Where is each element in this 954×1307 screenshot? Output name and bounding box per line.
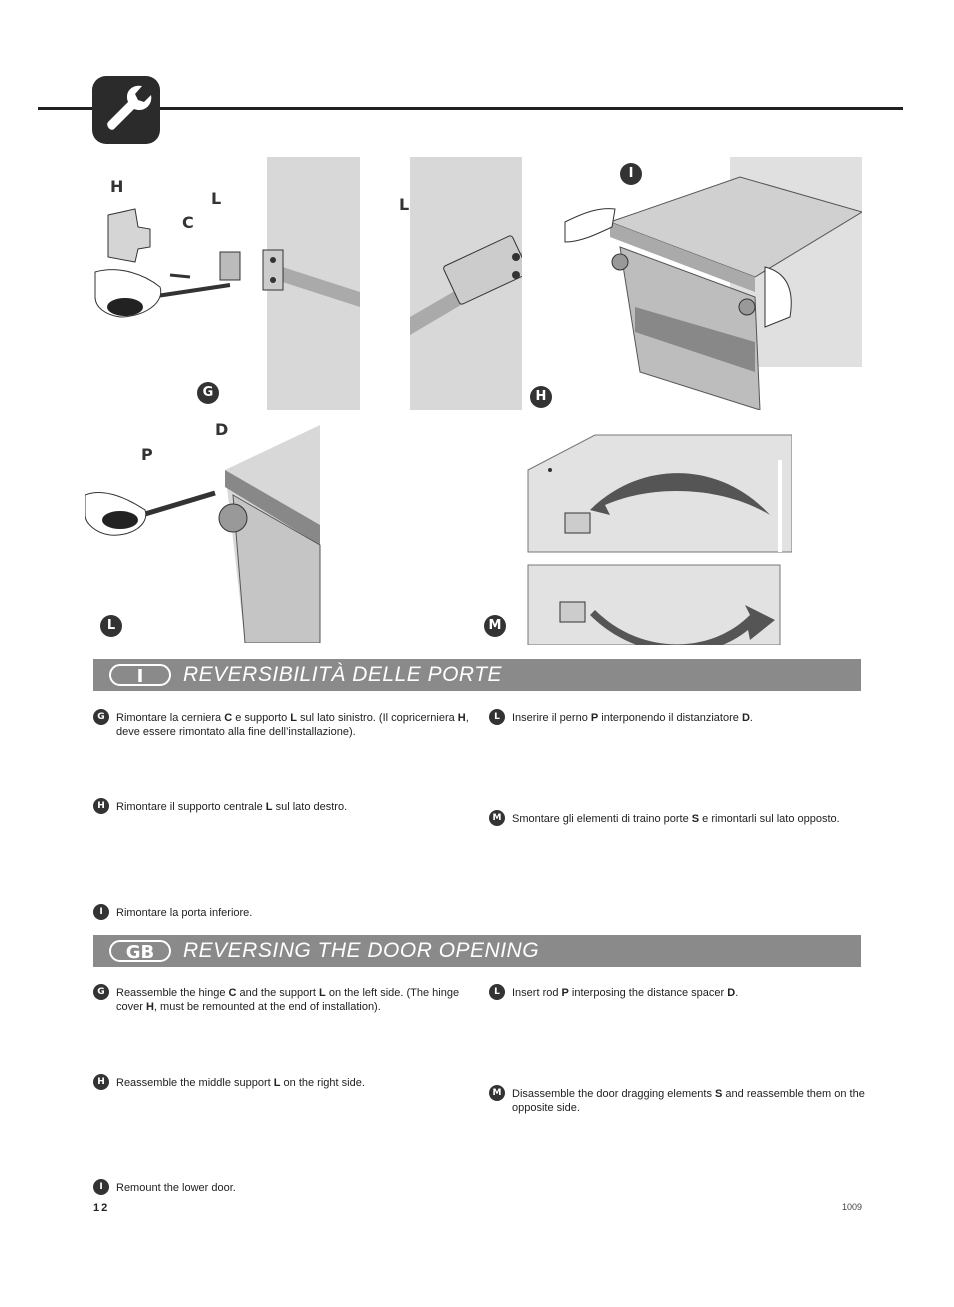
step-l-gb <box>489 986 869 1000</box>
step-l-it <box>489 711 869 725</box>
callout-p: P <box>141 445 153 464</box>
step-badge: L <box>489 984 505 1000</box>
step-text: Reassemble the middle support L on the right side. <box>116 1077 365 1089</box>
document-code: 1009 <box>842 1202 863 1212</box>
wrench-icon <box>92 76 160 144</box>
step-badge: I <box>93 904 109 920</box>
figure-badge: G <box>197 382 219 404</box>
step-text: Inserire il perno P interponendo il distanziatore D. <box>512 712 753 724</box>
step-badge: M <box>489 1085 505 1101</box>
section-title: REVERSING THE DOOR OPENING <box>183 939 540 962</box>
lang-badge: I <box>109 664 171 686</box>
figure-badge: H <box>530 386 552 408</box>
step-text: Remount the lower door. <box>116 1182 236 1194</box>
step-text: Rimontare il supporto centrale L sul lato destro. <box>116 801 348 813</box>
step-badge: G <box>93 984 109 1000</box>
page-number: 12 <box>93 1202 110 1214</box>
step-badge: L <box>489 709 505 725</box>
figure-i <box>550 157 862 410</box>
step-g-it <box>93 711 473 739</box>
step-badge: H <box>93 1074 109 1090</box>
figure-h <box>399 157 547 410</box>
step-m-it <box>489 812 869 826</box>
step-text: Rimontare la porta inferiore. <box>116 907 253 919</box>
callout-h: H <box>110 177 124 196</box>
step-badge: G <box>93 709 109 725</box>
step-text: Smontare gli elementi di traino porte S e rimontarli sul lato opposto. <box>512 813 840 825</box>
figure-l <box>85 420 325 643</box>
step-badge: M <box>489 810 505 826</box>
callout-l: L <box>211 189 222 208</box>
callout-d: D <box>215 420 229 439</box>
header-rule <box>38 107 903 110</box>
step-i-it <box>93 906 473 920</box>
callout-l: L <box>399 195 410 214</box>
step-text: Insert rod P interposing the distance spacer D. <box>512 987 739 999</box>
step-badge: H <box>93 798 109 814</box>
step-i-gb <box>93 1181 473 1195</box>
step-g-gb <box>93 986 473 1014</box>
figure-badge: L <box>100 615 122 637</box>
section-header-it <box>93 659 861 691</box>
step-h-it <box>93 800 473 814</box>
step-text: Rimontare la cerniera C e supporto L sul lato sinistro. (Il copricerniera H, deve essere rimontato alla fine dell’installazione). <box>116 712 469 738</box>
figure-m <box>480 430 792 645</box>
step-text: Disassemble the door dragging elements S and reassemble them on the opposite side. <box>512 1088 865 1114</box>
section-title: REVERSIBILITÀ DELLE PORTE <box>183 663 503 686</box>
lang-badge: GB <box>109 940 171 962</box>
figure-badge: I <box>620 163 642 185</box>
figure-g <box>90 157 362 410</box>
callout-c: C <box>182 213 194 232</box>
step-m-gb <box>489 1087 869 1115</box>
section-header-gb <box>93 935 861 967</box>
step-h-gb <box>93 1076 473 1090</box>
step-text: Reassemble the hinge C and the support L on the left side. (The hinge cover H, must be remounted at the end of installation). <box>116 987 460 1013</box>
figure-badge: M <box>484 615 506 637</box>
step-badge: I <box>93 1179 109 1195</box>
